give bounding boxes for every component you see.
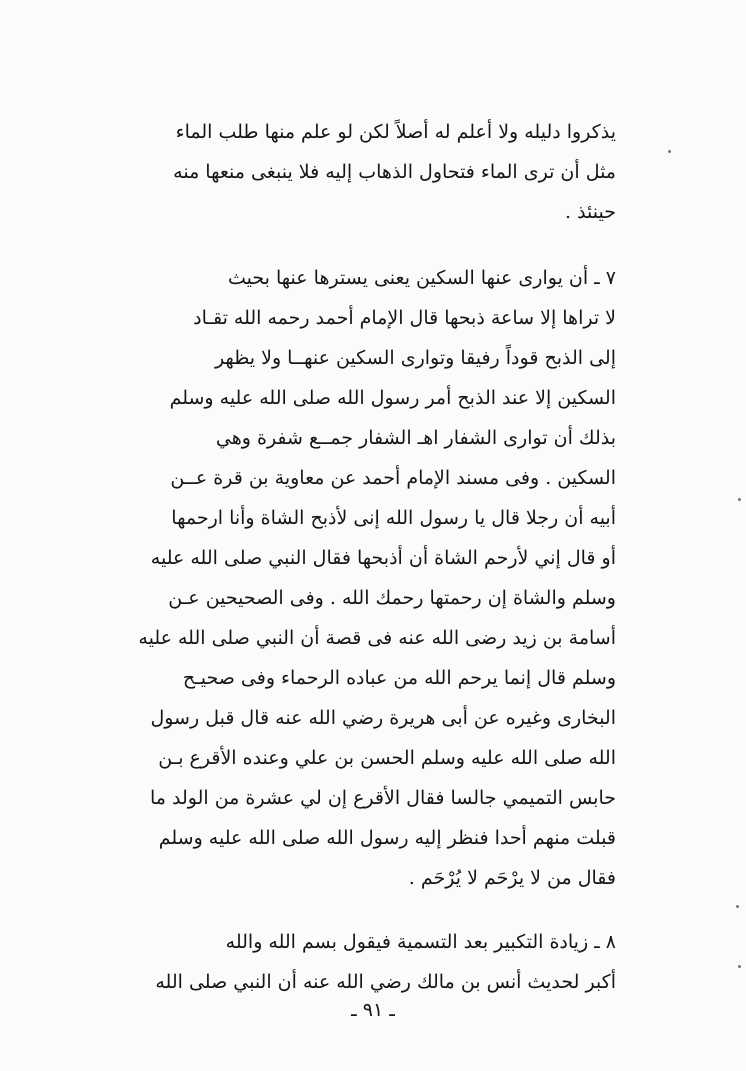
- text-line: بذلك أن توارى الشفار اهـ الشفار جمــع شفرة وهي: [215, 427, 616, 449]
- scan-speck: [738, 498, 741, 501]
- text-line: أكبر لحديث أنس بن مالك رضي الله عنه أن النبي صلى الله: [155, 971, 616, 993]
- text-line: أسامة بن زيد رضى الله عنه فى قصة أن النبي صلى الله عليه: [138, 627, 616, 649]
- scan-speck: [668, 150, 671, 153]
- scan-speck: [738, 965, 741, 968]
- text-line: وسلم والشاة إن رحمتها رحمك الله . وفى الصحيحين عـن: [168, 587, 616, 609]
- text-line: السكين إلا عند الذبح أمر رسول الله صلى الله عليه وسلم: [169, 387, 616, 409]
- text-line: البخارى وغيره عن أبى هريرة رضي الله عنه قال قبل رسول: [150, 707, 616, 729]
- text-line: ٨ ـ زيادة التكبير بعد التسمية فيقول بسم الله والله: [225, 931, 616, 953]
- paragraph-gap: [96, 898, 616, 922]
- page-body: [96, 112, 616, 1002]
- text-line: وسلم قال إنما يرحم الله من عباده الرحماء وفى صحيـح: [182, 667, 616, 689]
- text-line: إلى الذبح قوداً رفيقا وتوارى السكين عنهــا ولا يظهر: [214, 347, 616, 369]
- text-line: يذكروا دليله ولا أعلم له أصلاً لكن لو علم منها طلب الماء: [175, 121, 616, 143]
- text-line: أبيه أن رجلا قال يا رسول الله إنى لأذبح الشاة وأنا ارحمها: [171, 507, 616, 529]
- text-line: مثل أن ترى الماء فتحاول الذهاب إليه فلا ينبغى منعها منه: [173, 161, 616, 183]
- page-number: ـ ٩١ ـ: [351, 999, 395, 1021]
- text-line: حينئذ .: [565, 201, 616, 223]
- paragraph-gap: [96, 232, 616, 258]
- text-line: الله صلى الله عليه وسلم الحسن بن علي وعنده الأقرع بـن: [158, 747, 616, 769]
- text-line: حابس التميمي جالسا فقال الأقرع إن لي عشرة من الولد ما: [150, 787, 616, 809]
- text-line: قبلت منهم أحدا فنظر إليه رسول الله صلى الله عليه وسلم: [158, 827, 616, 849]
- scan-speck: [736, 905, 739, 908]
- text-line: فقال من لا يرْحَم لا يُرْحَم .: [408, 867, 616, 889]
- text-line: لا تراها إلا ساعة ذبحها قال الإمام أحمد رحمه الله تقـاد: [193, 307, 616, 329]
- text-line: أو قال إني لأرحم الشاة أن أذبحها فقال النبي صلى الله عليه: [150, 547, 616, 569]
- text-line: السكين . وفى مسند الإمام أحمد عن معاوية بن قرة عــن: [170, 467, 616, 489]
- text-line: ٧ ـ أن يوارى عنها السكين يعنى يسترها عنها بحيث: [228, 267, 616, 289]
